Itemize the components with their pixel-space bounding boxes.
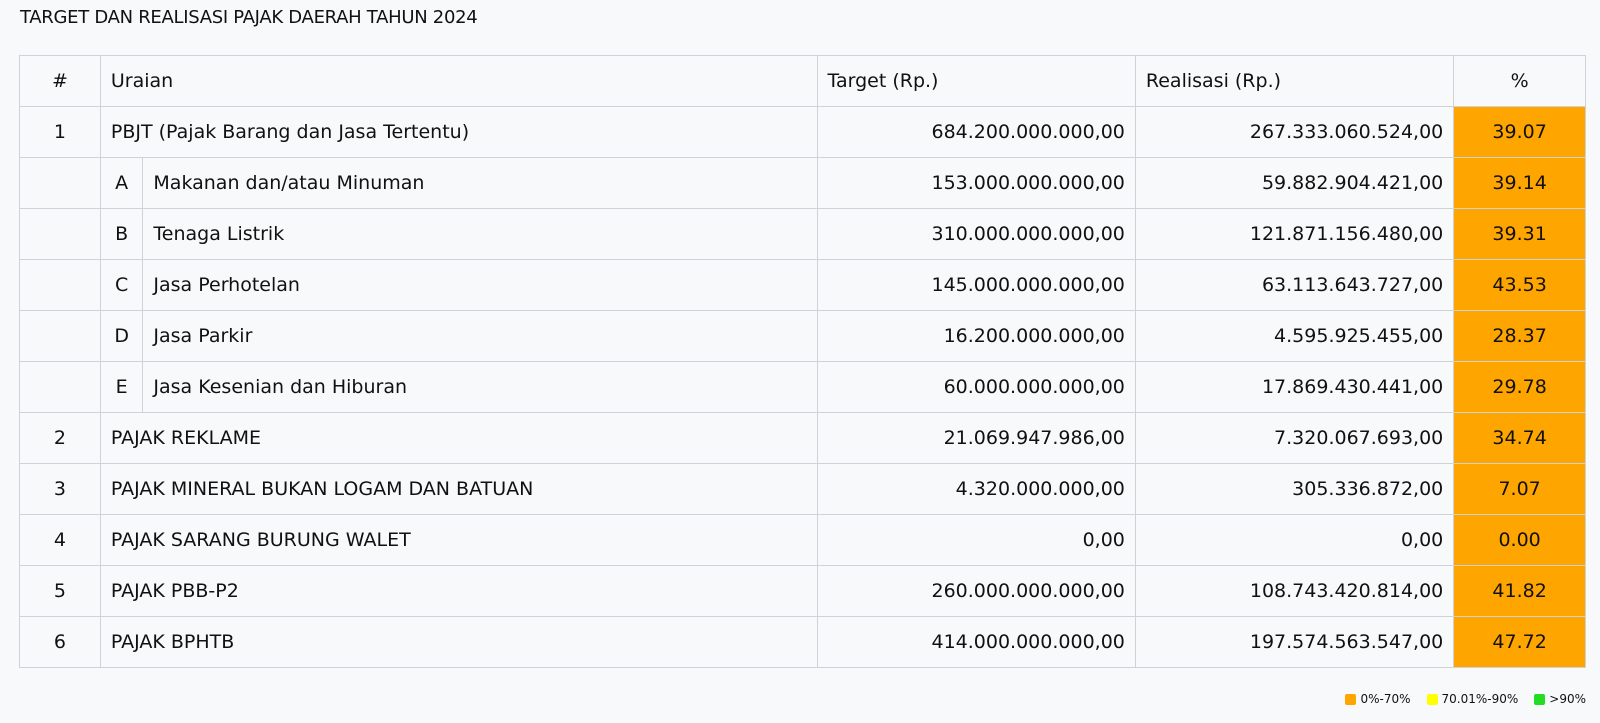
row-realisasi: 121.871.156.480,00 (1135, 209, 1453, 260)
row-target: 0,00 (817, 515, 1135, 566)
table-subrow (20, 158, 1586, 209)
row-sub-code: D (100, 311, 143, 362)
row-no: 5 (20, 566, 101, 617)
row-no-cell (20, 260, 101, 311)
header-percent: % (1454, 56, 1586, 107)
header-uraian: Uraian (100, 56, 817, 107)
row-sub-code: A (100, 158, 143, 209)
row-no: 1 (20, 107, 101, 158)
row-target: 260.000.000.000,00 (817, 566, 1135, 617)
table-subrow (20, 260, 1586, 311)
row-target: 4.320.000.000,00 (817, 464, 1135, 515)
row-sub-code: C (100, 260, 143, 311)
row-no-cell (20, 209, 101, 260)
legend-swatch (1345, 694, 1356, 705)
table-body (20, 107, 1586, 668)
row-percent: 7.07 (1454, 464, 1586, 515)
row-target: 16.200.000.000,00 (817, 311, 1135, 362)
row-percent: 0.00 (1454, 515, 1586, 566)
row-realisasi: 197.574.563.547,00 (1135, 617, 1453, 668)
table-subrow (20, 209, 1586, 260)
row-realisasi: 63.113.643.727,00 (1135, 260, 1453, 311)
legend-label: 0%-70% (1360, 692, 1411, 706)
legend-item (1534, 692, 1586, 706)
legend-label: >90% (1549, 692, 1586, 706)
row-uraian: PAJAK MINERAL BUKAN LOGAM DAN BATUAN (100, 464, 817, 515)
row-realisasi: 108.743.420.814,00 (1135, 566, 1453, 617)
row-percent: 43.53 (1454, 260, 1586, 311)
page-title: TARGET DAN REALISASI PAJAK DAERAH TAHUN 2024 (20, 7, 478, 28)
row-target: 60.000.000.000,00 (817, 362, 1135, 413)
row-uraian: PAJAK REKLAME (100, 413, 817, 464)
row-percent: 39.14 (1454, 158, 1586, 209)
row-no: 3 (20, 464, 101, 515)
table-subrow (20, 362, 1586, 413)
row-uraian: PAJAK PBB-P2 (100, 566, 817, 617)
table-subrow (20, 311, 1586, 362)
row-target: 21.069.947.986,00 (817, 413, 1135, 464)
row-uraian: Makanan dan/atau Minuman (143, 158, 817, 209)
row-percent: 39.31 (1454, 209, 1586, 260)
table-row (20, 107, 1586, 158)
row-no: 6 (20, 617, 101, 668)
legend (1345, 692, 1586, 706)
row-percent: 34.74 (1454, 413, 1586, 464)
row-realisasi: 17.869.430.441,00 (1135, 362, 1453, 413)
tax-realization-table (19, 55, 1586, 668)
legend-item (1345, 692, 1410, 706)
row-no-cell (20, 311, 101, 362)
row-uraian: PBJT (Pajak Barang dan Jasa Tertentu) (100, 107, 817, 158)
row-percent: 39.07 (1454, 107, 1586, 158)
row-target: 414.000.000.000,00 (817, 617, 1135, 668)
row-percent: 28.37 (1454, 311, 1586, 362)
row-target: 310.000.000.000,00 (817, 209, 1135, 260)
row-sub-code: B (100, 209, 143, 260)
row-sub-code: E (100, 362, 143, 413)
table-row (20, 515, 1586, 566)
row-no: 2 (20, 413, 101, 464)
legend-swatch (1427, 694, 1438, 705)
row-realisasi: 267.333.060.524,00 (1135, 107, 1453, 158)
row-target: 153.000.000.000,00 (817, 158, 1135, 209)
row-percent: 29.78 (1454, 362, 1586, 413)
row-uraian: Jasa Kesenian dan Hiburan (143, 362, 817, 413)
table-row (20, 566, 1586, 617)
legend-swatch (1534, 694, 1545, 705)
header-realisasi: Realisasi (Rp.) (1135, 56, 1453, 107)
row-uraian: Jasa Perhotelan (143, 260, 817, 311)
row-realisasi: 305.336.872,00 (1135, 464, 1453, 515)
header-no: # (20, 56, 101, 107)
row-percent: 47.72 (1454, 617, 1586, 668)
row-target: 145.000.000.000,00 (817, 260, 1135, 311)
row-realisasi: 59.882.904.421,00 (1135, 158, 1453, 209)
row-percent: 41.82 (1454, 566, 1586, 617)
row-uraian: Tenaga Listrik (143, 209, 817, 260)
row-no-cell (20, 158, 101, 209)
legend-item (1427, 692, 1519, 706)
table-header-row (20, 56, 1586, 107)
table-row (20, 464, 1586, 515)
row-target: 684.200.000.000,00 (817, 107, 1135, 158)
table-row (20, 413, 1586, 464)
row-realisasi: 4.595.925.455,00 (1135, 311, 1453, 362)
row-uraian: Jasa Parkir (143, 311, 817, 362)
row-realisasi: 7.320.067.693,00 (1135, 413, 1453, 464)
row-no-cell (20, 362, 101, 413)
table-row (20, 617, 1586, 668)
row-no: 4 (20, 515, 101, 566)
row-uraian: PAJAK SARANG BURUNG WALET (100, 515, 817, 566)
row-uraian: PAJAK BPHTB (100, 617, 817, 668)
legend-label: 70.01%-90% (1441, 692, 1519, 706)
header-target: Target (Rp.) (817, 56, 1135, 107)
row-realisasi: 0,00 (1135, 515, 1453, 566)
